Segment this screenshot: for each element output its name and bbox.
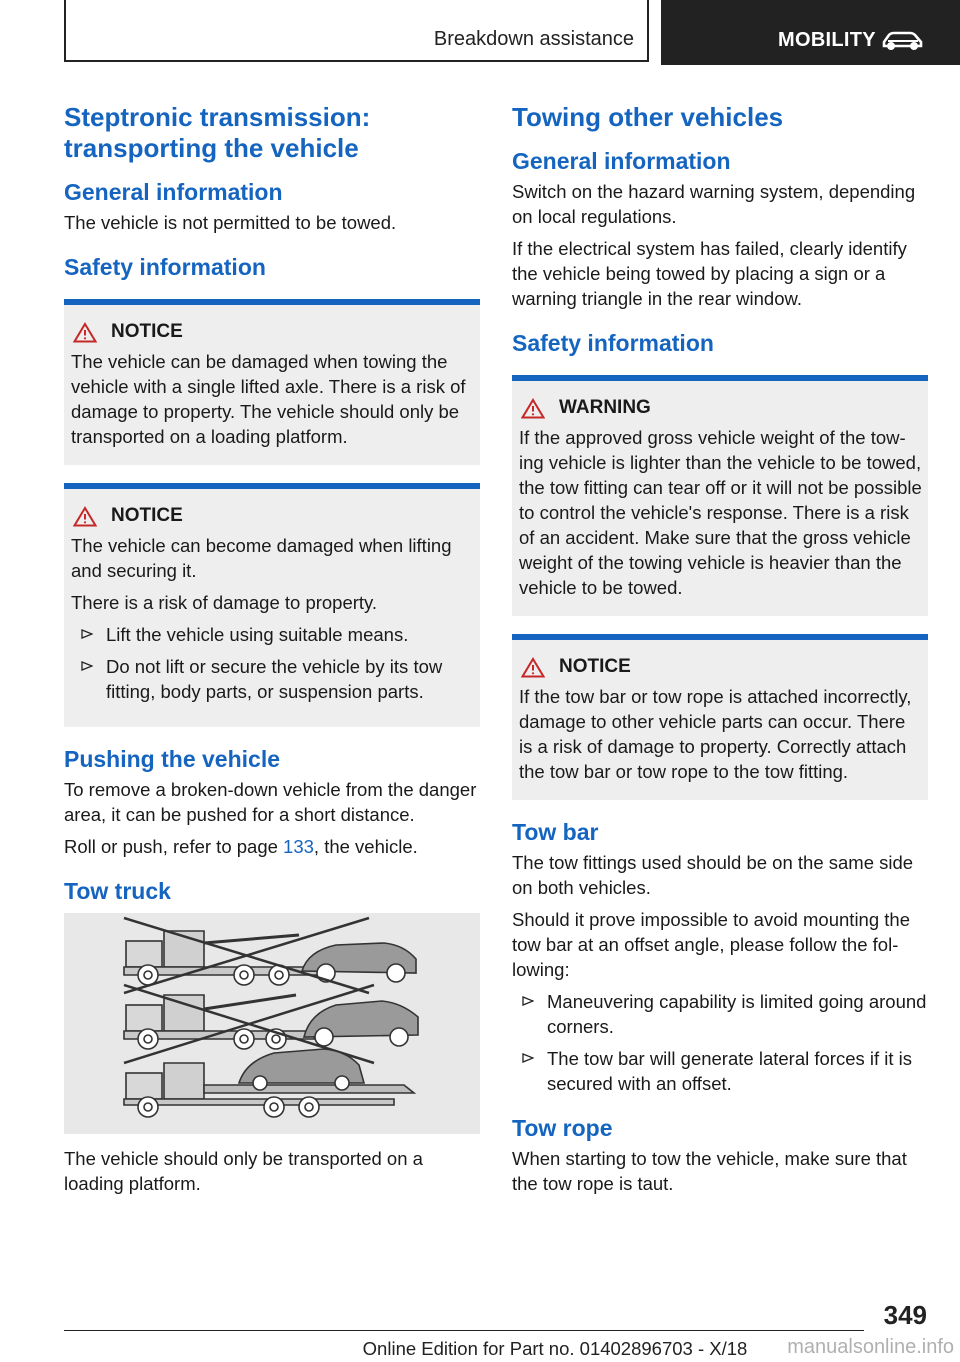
notice-box: [64, 483, 480, 727]
notice-text: If the tow bar or tow rope is attached incorrectly, damage to other vehicle parts can occur. There is a risk of damage to property. Correctly attach the tow bar or tow rope to the tow fitting.: [519, 686, 912, 782]
notice-label: NOTICE: [111, 321, 183, 342]
general-information-text: Switch on the hazard warning system, depending on local regulations.: [512, 181, 916, 227]
pushing-text: To remove a broken-down vehicle from the danger area, it can be pushed for a short distance.: [64, 779, 477, 825]
reference-suffix: , the vehicle.: [313, 836, 418, 857]
header-section-title: Breakdown assistance: [433, 28, 634, 50]
list-item-text: Maneuvering capability is limited going around corners.: [547, 991, 927, 1037]
section-title-steptronic: Steptronic transmission: transporting the vehicle: [64, 102, 371, 163]
notice-text: The vehicle can become damaged when lifting and securing it.: [71, 535, 452, 581]
heading-tow-rope: Tow rope: [512, 1115, 613, 1141]
heading-tow-bar: Tow bar: [512, 819, 599, 845]
reference-prefix: Roll or push, refer to page: [64, 836, 284, 857]
car-icon: [880, 30, 926, 59]
section-title-towing-other-vehicles: Towing other vehicles: [512, 102, 784, 132]
notice-header: [71, 321, 474, 343]
heading-pushing-the-vehicle: Pushing the vehicle: [64, 746, 280, 772]
notice-box: [64, 299, 480, 465]
edition-text: Online Edition for Part no. 01402896703 - X/18: [362, 1338, 748, 1359]
list-item: [512, 1046, 928, 1096]
bullet-triangle-icon: [522, 995, 534, 1007]
bullet-triangle-icon: [81, 660, 93, 672]
warning-triangle-icon: [73, 322, 97, 343]
page-link[interactable]: 133: [283, 836, 314, 857]
list-item: [512, 989, 928, 1039]
left-column: [64, 102, 480, 1203]
notice-box: [512, 634, 928, 800]
warning-triangle-icon: [73, 506, 97, 527]
notice-header: [71, 505, 474, 527]
watermark: manualsonline.info: [787, 1336, 954, 1358]
tow-truck-caption: The vehicle should only be transported on a loading platform.: [64, 1148, 423, 1194]
notice-label: NOTICE: [559, 656, 631, 677]
tow-truck-illustration: [64, 913, 480, 1134]
heading-safety-information: Safety information: [64, 254, 266, 280]
list-item-text: The tow bar will generate lateral forces if it is secured with an offset.: [547, 1048, 913, 1094]
bullet-triangle-icon: [81, 628, 93, 640]
general-information-text: The vehicle is not permitted to be towed.: [64, 212, 397, 233]
pushing-page-reference: [64, 834, 480, 859]
footer-divider: [64, 1330, 864, 1331]
warning-triangle-icon: [521, 657, 545, 678]
notice-header: [519, 656, 922, 678]
warning-label: WARNING: [559, 397, 651, 418]
list-item-text: Lift the vehicle using suitable means.: [106, 624, 409, 645]
bullet-triangle-icon: [522, 1052, 534, 1064]
right-column: [512, 102, 928, 1203]
bullet-list: [512, 989, 928, 1096]
warning-text: If the approved gross vehicle weight of the towing vehicle is lighter than the vehicle to be towed, the tow fitting can tear off or it will not be possible to control the vehicle's response. There is a risk of an accident. Make sure that the gross vehicle weight of the towing vehicle is heavier than the vehicle to be towed.: [519, 427, 922, 598]
warning-triangle-icon: [521, 398, 545, 419]
notice-text: There is a risk of damage to property.: [71, 592, 378, 613]
list-item: [71, 654, 474, 704]
notice-text: The vehicle can be damaged when towing the vehicle with a single lifted axle. There is a risk of damage to property. The vehicle should only be transported on a loading platform.: [71, 351, 466, 447]
page-number: 349: [883, 1300, 927, 1330]
bullet-list: [71, 622, 474, 704]
general-information-text: If the electrical system has failed, clearly identify the vehicle being towed by placing a sign or a warning triangle in the rear window.: [512, 238, 907, 309]
page-header: [0, 0, 960, 66]
list-item-text: Do not lift or secure the vehicle by its tow fitting, body parts, or suspension parts.: [106, 656, 443, 702]
tow-bar-text: The tow fittings used should be on the same side on both vehicles.: [512, 852, 914, 898]
notice-label: NOTICE: [111, 505, 183, 526]
tow-bar-text: Should it prove impossible to avoid mounting the tow bar at an offset angle, please follow the following:: [512, 909, 910, 980]
heading-tow-truck: Tow truck: [64, 878, 171, 904]
header-chapter-label: MOBILITY: [778, 29, 876, 51]
heading-general-information: General information: [512, 148, 731, 174]
warning-header: [519, 397, 922, 419]
list-item: [71, 622, 474, 647]
tow-rope-text: When starting to tow the vehicle, make sure that the tow rope is taut.: [512, 1148, 907, 1194]
heading-general-information: General information: [64, 179, 283, 205]
warning-box: [512, 375, 928, 616]
heading-safety-information: Safety information: [512, 330, 714, 356]
